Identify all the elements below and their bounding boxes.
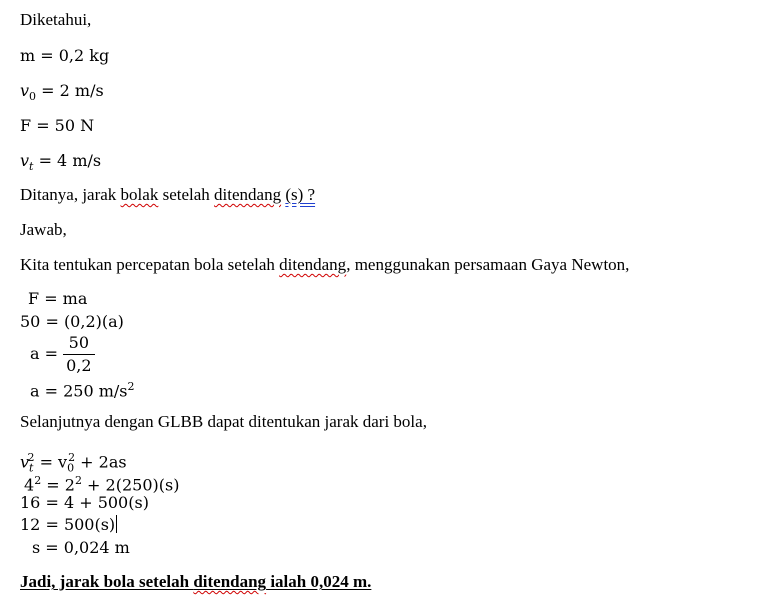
step2-text: Selanjutnya dengan GLBB dapat ditentukan jarak dari bola, [20, 412, 427, 431]
glbb-eq-line1: $v_t^2 = v_0^2 + 2as$ [20, 451, 127, 475]
known-mass: m = 0,2 kg [20, 46, 110, 65]
spellcheck-word: ditendang [279, 255, 347, 274]
known-force: F = 50 N [20, 116, 95, 135]
grammar-check-mark: (s) ? [285, 185, 316, 204]
conclusion-line: Jadi, jarak bola setelah ditendang ialah 0,024 m. [20, 572, 372, 591]
known-initial-velocity: $v_0 = 2$ m/s [20, 81, 104, 104]
fraction-numerator: 50 [63, 332, 94, 355]
fraction [63, 332, 94, 377]
glbb-eq-line2: $4^2 = 2^2 + 2(250)(s)$ [24, 474, 180, 495]
glbb-eq-line5: s = 0,024 m [32, 538, 130, 557]
newton-eq-line2: 50 = (0,2)(a) [20, 312, 124, 331]
spellcheck-word: bolak [120, 185, 159, 204]
known-heading: Diketahui, [20, 10, 92, 29]
newton-eq-fraction: a = $\frac{50}{0,2}$ [30, 332, 95, 377]
spellcheck-word: ditendang [214, 185, 282, 204]
fraction-denominator: 0,2 [66, 356, 92, 375]
answer-heading: Jawab, [20, 220, 67, 239]
text-cursor [116, 515, 117, 533]
newton-eq-line4: a = 250 $m/s^2$ [30, 380, 135, 401]
glbb-eq-line4: 12 = 500(s) [20, 515, 116, 534]
spellcheck-word: ditendang [193, 572, 267, 591]
newton-eq-line1: F = ma [28, 289, 88, 308]
glbb-eq-line3: 16 = 4 + 500(s) [20, 493, 149, 512]
known-final-velocity: $v_t = 4$ m/s [20, 151, 102, 174]
question-line: Ditanya, jarak bolak setelah ditendang (s) ? [20, 185, 316, 204]
step1-text: Kita tentukan percepatan bola setelah ditendang, menggunakan persamaan Gaya Newton, [20, 255, 630, 274]
